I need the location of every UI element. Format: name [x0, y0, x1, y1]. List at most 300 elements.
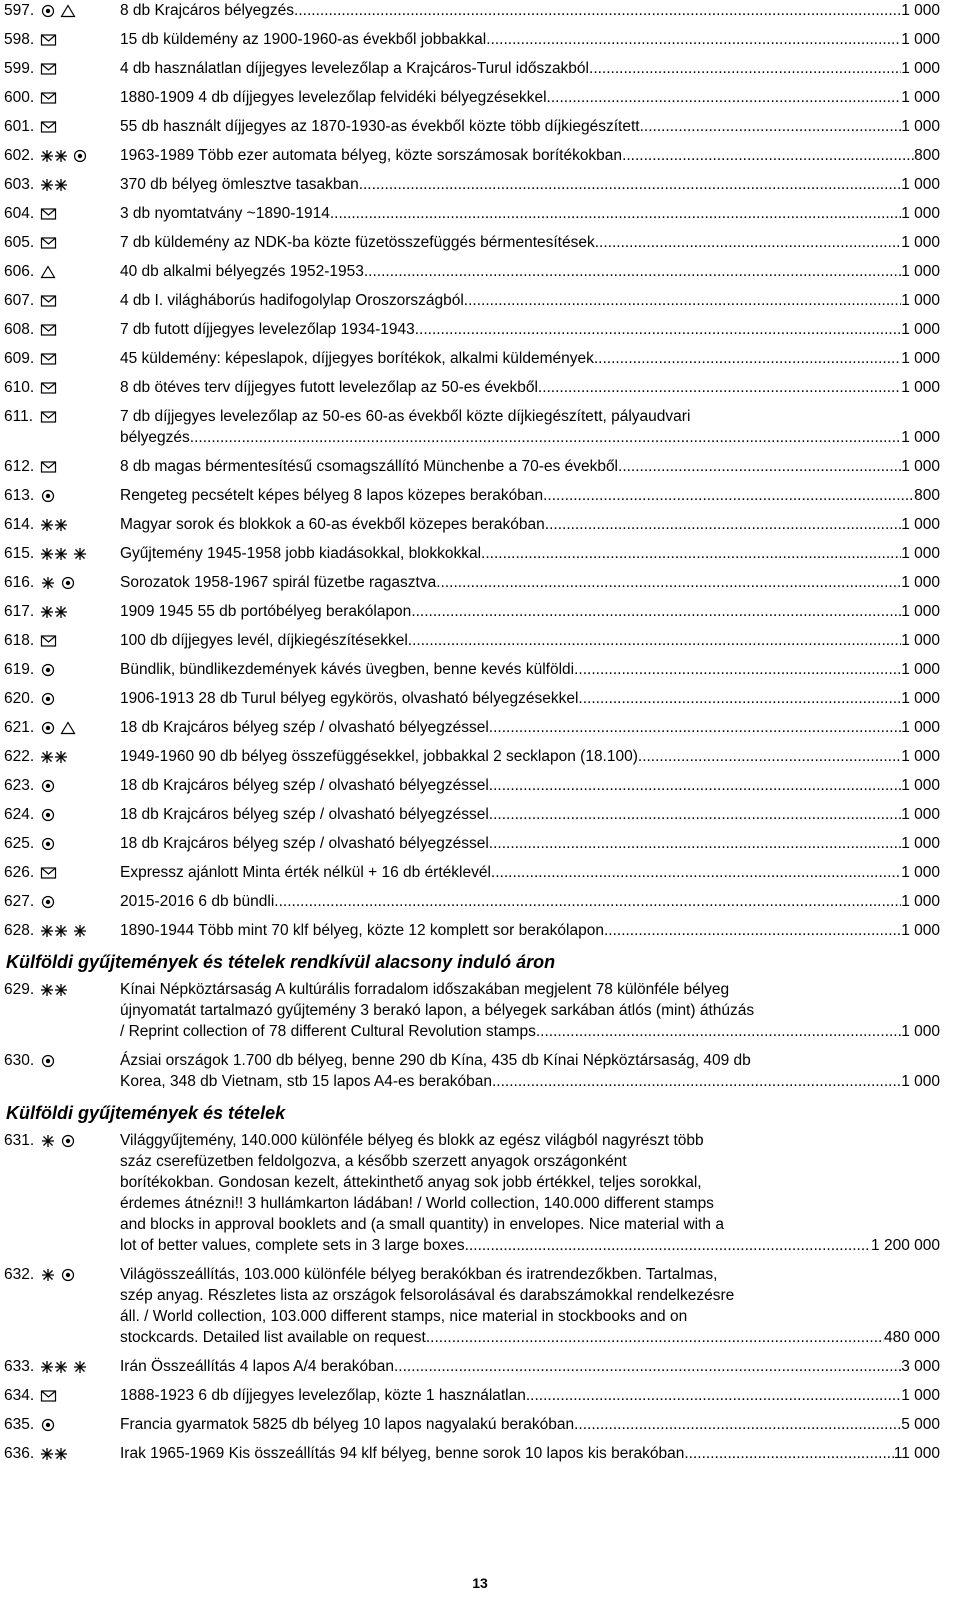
leader-dots	[492, 1071, 901, 1092]
double-star-icon	[40, 547, 70, 561]
lot-number: 627.	[4, 893, 35, 910]
lot-line	[120, 1000, 940, 1021]
lot-number: 610.	[4, 379, 35, 396]
lot-number: 613.	[4, 487, 35, 504]
lot-price: 1 000	[901, 661, 940, 678]
stamp-circle-icon	[40, 895, 58, 909]
lot-row	[4, 601, 940, 622]
lot-icons	[40, 601, 120, 622]
lot-line	[120, 1214, 940, 1235]
lot-text: 1890-1944 Több mint 70 klf bélyeg, közte 12 komplett sor berakólapon	[120, 922, 604, 939]
lot-description	[120, 630, 940, 651]
lot-text: 1906-1913 28 db Turul bélyeg egykörös, olvasható bélyegzésekkel	[120, 690, 579, 707]
lot-line	[120, 659, 940, 680]
lot-icons	[40, 319, 120, 340]
envelope-icon	[40, 62, 58, 76]
lot-line	[120, 920, 940, 941]
lot-icons	[40, 1443, 120, 1464]
lot-row	[4, 514, 940, 535]
lot-number: 635.	[4, 1416, 35, 1433]
double-star-icon	[40, 605, 70, 619]
lot-price: 1 000	[901, 321, 940, 338]
leader-dots	[489, 804, 901, 825]
lot-row	[4, 630, 940, 651]
lot-line	[120, 717, 940, 738]
lot-number: 612.	[4, 458, 35, 475]
double-star-icon	[40, 1360, 70, 1374]
lot-description	[120, 1414, 940, 1435]
lot-line	[120, 572, 940, 593]
stamp-circle-icon	[60, 1268, 78, 1282]
lot-number: 625.	[4, 835, 35, 852]
lot-price: 1 000	[901, 31, 940, 48]
lot-number: 632.	[4, 1266, 35, 1283]
lot-text: 370 db bélyeg ömlesztve tasakban	[120, 176, 359, 193]
lot-icons	[40, 261, 120, 282]
lot-line	[120, 427, 940, 448]
envelope-icon	[40, 410, 58, 424]
lot-line	[120, 1285, 940, 1306]
lot-text: Kínai Népköztársaság A kultúrális forradalom időszakában megjelent 78 különféle bélyeg	[120, 981, 730, 998]
stamp-circle-icon	[40, 4, 58, 18]
lot-price: 5 000	[901, 1416, 940, 1433]
lot-number: 598.	[4, 31, 35, 48]
lot-icons	[40, 58, 120, 79]
lot-text: 1909 1945 55 db portóbélyeg berakólapon	[120, 603, 412, 620]
lot-text: 40 db alkalmi bélyegzés 1952-1953	[120, 263, 364, 280]
lot-description	[120, 319, 940, 340]
lot-text: 1880-1909 4 db díjjegyes levelezőlap felvidéki bélyegzésekkel	[120, 89, 547, 106]
lot-description	[120, 1356, 940, 1377]
lot-number: 614.	[4, 516, 35, 533]
leader-dots	[489, 833, 901, 854]
lot-price: 1 000	[901, 176, 940, 193]
lot-description	[120, 659, 940, 680]
lot-number: 604.	[4, 205, 35, 222]
lot-icons	[40, 630, 120, 651]
double-star-icon	[40, 178, 70, 192]
envelope-icon	[40, 207, 58, 221]
lot-number: 619.	[4, 661, 35, 678]
lot-row	[4, 717, 940, 738]
leader-dots	[526, 1385, 901, 1406]
lot-row	[4, 1414, 940, 1435]
lot-text: 18 db Krajcáros bélyeg szép / olvasható bélyegzéssel	[120, 806, 489, 823]
lot-text: lot of better values, complete sets in 3 large boxes.	[120, 1237, 469, 1254]
lot-number: 634.	[4, 1387, 35, 1404]
lot-icons	[40, 804, 120, 825]
lot-text: 3 db nyomtatvány ~1890-1914	[120, 205, 330, 222]
lot-description	[120, 406, 940, 448]
lot-text: Világgyűjtemény, 140.000 különféle bélyeg és blokk az egész világból nagyrészt több	[120, 1132, 704, 1149]
lot-row	[4, 290, 940, 311]
lot-611	[0, 406, 960, 448]
lot-icons	[40, 572, 120, 593]
lot-description	[120, 58, 940, 79]
lot-price: 1 000	[901, 379, 940, 396]
lot-line	[120, 804, 940, 825]
lot-line	[120, 290, 940, 311]
lot-description	[120, 688, 940, 709]
lot-number: 626.	[4, 864, 35, 881]
lot-row	[4, 377, 940, 398]
leader-dots	[684, 1443, 893, 1464]
lot-icons	[40, 746, 120, 767]
lot-row	[4, 775, 940, 796]
lot-line	[120, 377, 940, 398]
lot-price: 1 200 000	[871, 1237, 940, 1254]
leader-dots	[489, 775, 901, 796]
lot-price: 800	[914, 487, 940, 504]
envelope-icon	[40, 352, 58, 366]
lot-number: 597.	[4, 2, 35, 19]
lot-icons	[40, 203, 120, 224]
lot-icons	[40, 145, 120, 166]
lot-icons	[40, 1130, 120, 1151]
lot-row	[4, 456, 940, 477]
lot-row	[4, 29, 940, 50]
lot-number: 622.	[4, 748, 35, 765]
lot-text: stockcards. Detailed list available on request.	[120, 1329, 431, 1346]
lot-text: bélyegzés	[120, 429, 190, 446]
leader-dots	[436, 572, 901, 593]
lot-price: 1 000	[901, 893, 940, 910]
star-icon	[40, 1134, 58, 1148]
lot-row	[4, 804, 940, 825]
leader-dots	[430, 1327, 884, 1348]
lot-line	[120, 891, 940, 912]
lot-row	[4, 688, 940, 709]
leader-dots	[536, 1021, 901, 1042]
lot-price: 1 000	[901, 516, 940, 533]
lot-number: 616.	[4, 574, 35, 591]
lot-631	[0, 1130, 960, 1256]
leader-dots	[364, 261, 901, 282]
lot-price: 1 000	[901, 263, 940, 280]
lot-description	[120, 116, 940, 137]
leader-dots	[547, 87, 902, 108]
lot-icons	[40, 891, 120, 912]
lot-price: 1 000	[901, 777, 940, 794]
lot-text: száz cserefüzetben feldolgozva, a később szerzett anyagok országonként	[120, 1153, 627, 1170]
lot-description	[120, 601, 940, 622]
lot-text: Sorozatok 1958-1967 spirál füzetbe ragasztva	[120, 574, 437, 591]
lot-row	[4, 348, 940, 369]
section-title-rare-foreign: Külföldi gyűjtemények és tételek rendkívül alacsony induló áron	[6, 952, 556, 972]
envelope-icon	[40, 33, 58, 47]
leader-dots	[481, 543, 901, 564]
lot-line	[120, 456, 940, 477]
lot-number: 607.	[4, 292, 35, 309]
lot-icons	[40, 29, 120, 50]
lot-description	[120, 1130, 940, 1256]
lot-line	[120, 1071, 940, 1092]
lot-price: 1 000	[901, 429, 940, 446]
lot-row	[4, 833, 940, 854]
leader-dots	[574, 1414, 901, 1435]
envelope-icon	[40, 91, 58, 105]
lot-line	[120, 1172, 940, 1193]
star-icon	[72, 924, 90, 938]
lot-line	[120, 979, 940, 1000]
lot-number: 603.	[4, 176, 35, 193]
lot-icons	[40, 87, 120, 108]
lot-line	[120, 58, 940, 79]
lot-icons	[40, 920, 120, 941]
lot-price: 1 000	[901, 545, 940, 562]
lot-text: Irán Összeállítás 4 lapos A/4 berakóban	[120, 1358, 394, 1375]
leader-dots	[408, 630, 901, 651]
lot-description	[120, 232, 940, 253]
lot-description	[120, 485, 940, 506]
lot-row	[4, 543, 940, 564]
lot-line	[120, 87, 940, 108]
lot-line	[120, 1021, 940, 1042]
lot-line	[120, 261, 940, 282]
lot-description	[120, 29, 940, 50]
leader-dots	[464, 290, 901, 311]
stamp-circle-icon	[40, 837, 58, 851]
lot-text: 2015-2016 6 db bündli	[120, 893, 275, 910]
lot-number: 636.	[4, 1445, 35, 1462]
lot-price: 1 000	[901, 1073, 940, 1090]
lot-icons	[40, 717, 120, 738]
leader-dots	[415, 319, 901, 340]
stamp-circle-icon	[40, 779, 58, 793]
stamp-circle-icon	[40, 1418, 58, 1432]
lot-number: 618.	[4, 632, 35, 649]
stamp-circle-icon	[40, 663, 58, 677]
lot-price: 1 000	[901, 632, 940, 649]
stamp-circle-icon	[60, 1134, 78, 1148]
lot-description	[120, 1443, 940, 1464]
lot-row	[4, 0, 940, 21]
lot-row	[4, 116, 940, 137]
lot-line	[120, 1356, 940, 1377]
envelope-icon	[40, 323, 58, 337]
double-star-icon	[40, 149, 70, 163]
lot-line	[120, 174, 940, 195]
lot-icons	[40, 979, 120, 1000]
leader-dots	[330, 203, 901, 224]
lot-icons	[40, 1385, 120, 1406]
lot-row	[4, 862, 940, 883]
lot-price: 1 000	[901, 690, 940, 707]
lot-line	[120, 630, 940, 651]
lot-description	[120, 891, 940, 912]
lot-text: 1963-1989 Több ezer automata bélyeg, közte sorszámosak borítékokban	[120, 147, 623, 164]
lot-line	[120, 406, 940, 427]
lot-price: 1 000	[901, 118, 940, 135]
lot-list-b	[0, 456, 960, 941]
lot-line	[120, 862, 940, 883]
lot-price: 1 000	[901, 574, 940, 591]
star-icon	[40, 576, 58, 590]
lot-price: 1 000	[901, 603, 940, 620]
envelope-icon	[40, 294, 58, 308]
lot-row	[4, 485, 940, 506]
lot-632	[0, 1264, 960, 1348]
triangle-icon	[60, 4, 78, 18]
lot-line	[120, 1443, 940, 1464]
star-icon	[40, 1268, 58, 1282]
lot-line	[120, 203, 940, 224]
lot-line	[120, 746, 940, 767]
lot-line	[120, 348, 940, 369]
lot-row	[4, 58, 940, 79]
stamp-circle-icon	[40, 721, 58, 735]
lot-price: 1 000	[901, 2, 940, 19]
leader-dots	[545, 514, 901, 535]
lot-text: 4 db I. világháborús hadifogolylap Oroszországból	[120, 292, 464, 309]
lot-list-c	[0, 1356, 960, 1464]
lot-number: 630.	[4, 1052, 35, 1069]
lot-630	[0, 1050, 960, 1092]
envelope-icon	[40, 866, 58, 880]
lot-text: Világösszeállítás, 103.000 különféle bélyeg berakókban és iratrendezőkben. Tartalmas,	[120, 1266, 718, 1283]
lot-description	[120, 145, 940, 166]
lot-icons	[40, 485, 120, 506]
lot-text: 45 küldemény: képeslapok, díjjegyes borítékok, alkalmi küldemények	[120, 350, 594, 367]
lot-629	[0, 979, 960, 1042]
lot-line	[120, 601, 940, 622]
lot-price: 1 000	[901, 60, 940, 77]
lot-text: Ázsiai országok 1.700 db bélyeg, benne 290 db Kína, 435 db Kínai Népköztársaság, 409 db	[120, 1052, 751, 1069]
leader-dots	[190, 427, 901, 448]
lot-icons	[40, 775, 120, 796]
lot-text: 1888-1923 6 db díjjegyes levelezőlap, közte 1 használatlan	[120, 1387, 526, 1404]
lot-row	[4, 87, 940, 108]
lot-line	[120, 688, 940, 709]
lot-list-a	[0, 0, 960, 398]
stamp-circle-icon	[40, 1054, 58, 1068]
lot-price: 1 000	[901, 234, 940, 251]
lot-number: 606.	[4, 263, 35, 280]
lot-line	[120, 29, 940, 50]
lot-row	[4, 1385, 940, 1406]
lot-description	[120, 543, 940, 564]
lot-price: 1 000	[901, 458, 940, 475]
lot-text: 18 db Krajcáros bélyeg szép / olvasható bélyegzéssel	[120, 719, 489, 736]
lot-row	[4, 920, 940, 941]
leader-dots	[618, 456, 901, 477]
lot-description	[120, 1264, 940, 1348]
lot-description	[120, 920, 940, 941]
lot-row	[4, 261, 940, 282]
lot-line	[120, 116, 940, 137]
leader-dots	[489, 717, 901, 738]
lot-text: 8 db magas bérmentesítésű csomagszállító Münchenbe a 70-es évekből	[120, 458, 619, 475]
lot-price: 3 000	[901, 1358, 940, 1375]
leader-dots	[538, 377, 901, 398]
lot-text: 8 db ötéves terv díjjegyes futott levelezőlap az 50-es évekből	[120, 379, 538, 396]
lot-row	[4, 572, 940, 593]
stamp-circle-icon	[40, 692, 58, 706]
stamp-circle-icon	[40, 808, 58, 822]
lot-line	[120, 0, 940, 21]
lot-price: 1 000	[901, 89, 940, 106]
leader-dots	[274, 891, 901, 912]
lot-icons	[40, 1356, 120, 1377]
lot-row	[4, 1264, 940, 1348]
lot-icons	[40, 232, 120, 253]
leader-dots	[543, 485, 914, 506]
lot-row	[4, 979, 940, 1042]
lot-number: 629.	[4, 981, 35, 998]
lot-icons	[40, 833, 120, 854]
lot-number: 624.	[4, 806, 35, 823]
lot-text: 1949-1960 90 db bélyeg összefüggésekkel, jobbakkal 2 secklapon (18.100)	[120, 748, 638, 765]
lot-description	[120, 87, 940, 108]
lot-line	[120, 232, 940, 253]
lot-icons	[40, 862, 120, 883]
lot-price: 1 000	[901, 922, 940, 939]
lot-row	[4, 1356, 940, 1377]
lot-number: 621.	[4, 719, 35, 736]
lot-description	[120, 746, 940, 767]
leader-dots	[574, 659, 901, 680]
lot-text: 100 db díjjegyes levél, díjkiegészítésekkel	[120, 632, 408, 649]
lot-row	[4, 232, 940, 253]
lot-text: Gyűjtemény 1945-1958 jobb kiadásokkal, blokkokkal	[120, 545, 482, 562]
lot-row	[4, 1050, 940, 1092]
envelope-icon	[40, 460, 58, 474]
double-star-icon	[40, 750, 70, 764]
lot-line	[120, 833, 940, 854]
lot-row	[4, 659, 940, 680]
lot-row	[4, 203, 940, 224]
lot-description	[120, 717, 940, 738]
lot-text: Francia gyarmatok 5825 db bélyeg 10 lapos nagyalakú berakóban	[120, 1416, 575, 1433]
lot-icons	[40, 116, 120, 137]
lot-description	[120, 1385, 940, 1406]
lot-line	[120, 1306, 940, 1327]
leader-dots	[638, 746, 901, 767]
star-icon	[72, 547, 90, 561]
lot-description	[120, 572, 940, 593]
lot-text: újnyomatát tartalmazó gyűjtemény 3 berakó lapon, a bélyegek sarkában átlós (mint) áthúzás	[120, 1002, 755, 1019]
lot-icons	[40, 0, 120, 21]
lot-text: and blocks in approval booklets and (a small quantity) in envelopes. Nice material with a	[120, 1216, 724, 1233]
lot-line	[120, 1193, 940, 1214]
lot-description	[120, 514, 940, 535]
lot-description	[120, 0, 940, 21]
lot-number: 602.	[4, 147, 35, 164]
lot-number: 608.	[4, 321, 35, 338]
lot-text: 15 db küldemény az 1900-1960-as évekből jobbakkal.	[120, 31, 491, 48]
leader-dots	[595, 232, 901, 253]
page-number: 13	[472, 1575, 488, 1591]
lot-icons	[40, 456, 120, 477]
lot-text: 8 db Krajcáros bélyegzés	[120, 2, 295, 19]
lot-line	[120, 1327, 940, 1348]
lot-row	[4, 145, 940, 166]
lot-price: 1 000	[901, 806, 940, 823]
section-title-foreign: Külföldi gyűjtemények és tételek	[6, 1103, 286, 1123]
lot-row	[4, 891, 940, 912]
lot-line	[120, 1385, 940, 1406]
lot-icons	[40, 1050, 120, 1071]
lot-number: 631.	[4, 1132, 35, 1149]
lot-price: 1 000	[901, 350, 940, 367]
lot-row	[4, 319, 940, 340]
lot-description	[120, 804, 940, 825]
lot-text: / Reprint collection of 78 different Cultural Revolution stamps	[120, 1023, 536, 1040]
leader-dots	[394, 1356, 901, 1377]
lot-line	[120, 1264, 940, 1285]
leader-dots	[622, 145, 914, 166]
leader-dots	[578, 688, 901, 709]
